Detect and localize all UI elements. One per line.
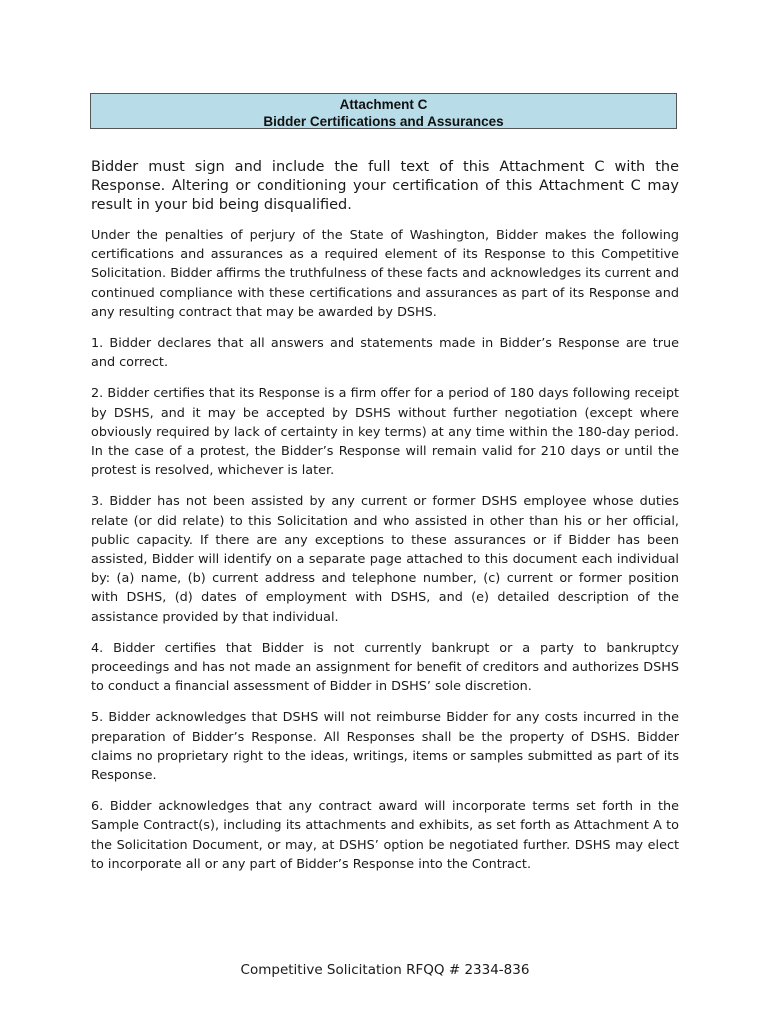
attachment-title-box xyxy=(90,93,677,129)
attachment-subtitle: Bidder Certifications and Assurances xyxy=(263,114,504,129)
certification-item-5: 5. Bidder acknowledges that DSHS will not reimburse Bidder for any costs incurred in the preparation of Bidder’s Response. All Responses shall be the property of DSHS. Bidder claims no proprietary right to the ideas, writings, items or samples submitted as part of its Response. xyxy=(91,710,679,784)
certification-item-2: 2. Bidder certifies that its Response is a firm offer for a period of 180 days following receipt by DSHS, and it may be accepted by DSHS without further negotiation (except where obviously required by lack of certainty in key terms) at any time within the 180-day period. In the case of a protest, the Bidder’s Response will remain valid for 210 days or until the protest is resolved, whichever is later. xyxy=(91,386,679,479)
attachment-title: Attachment C xyxy=(339,97,428,112)
certification-item-6: 6. Bidder acknowledges that any contract award will incorporate terms set forth in the Sample Contract(s), including its attachments and exhibits, as set forth as Attachment A to the Solicitation Document, or may, at DSHS’ option be negotiated further. DSHS may elect to incorporate all or any part of Bidder’s Response into the Contract. xyxy=(91,799,679,872)
certification-item-3: 3. Bidder has not been assisted by any current or former DSHS employee whose duties relate (or did relate) to this Solicitation and who assisted in other than his or her official, public capacity. If there are any exceptions to these assurances or if Bidder has been assisted, Bidder will identify on a separate page attached to this document each individual by: (a) name, (b) current address and telephone number, (c) current or former position with DSHS, (d) dates of employment with DSHS, and (e) detailed description of the assistance provided by that individual. xyxy=(91,494,679,625)
page-footer: Competitive Solicitation RFQQ # 2334-836 xyxy=(240,962,530,978)
preamble-paragraph: Under the penalties of perjury of the State of Washington, Bidder makes the following certifications and assurances as a required element of its Response to this Competitive Solicitation. Bidder affirms the truthfulness of these facts and acknowledges its current and continued compliance with these certifications and assurances as part of its Response and any resulting contract that may be awarded by DSHS. xyxy=(91,228,679,320)
certification-item-1: 1. Bidder declares that all answers and statements made in Bidder’s Response are true and correct. xyxy=(91,336,679,371)
certification-item-4: 4. Bidder certifies that Bidder is not currently bankrupt or a party to bankruptcy proceedings and has not made an assignment for benefit of creditors and authorizes DSHS to conduct a financial assessment of Bidder in DSHS’ sole discretion. xyxy=(91,640,679,695)
intro-paragraph: Bidder must sign and include the full text of this Attachment C with the Response. Altering or conditioning your certification of this Attachment C may result in your bid being disqualified. xyxy=(91,159,679,213)
document-body xyxy=(91,158,679,886)
